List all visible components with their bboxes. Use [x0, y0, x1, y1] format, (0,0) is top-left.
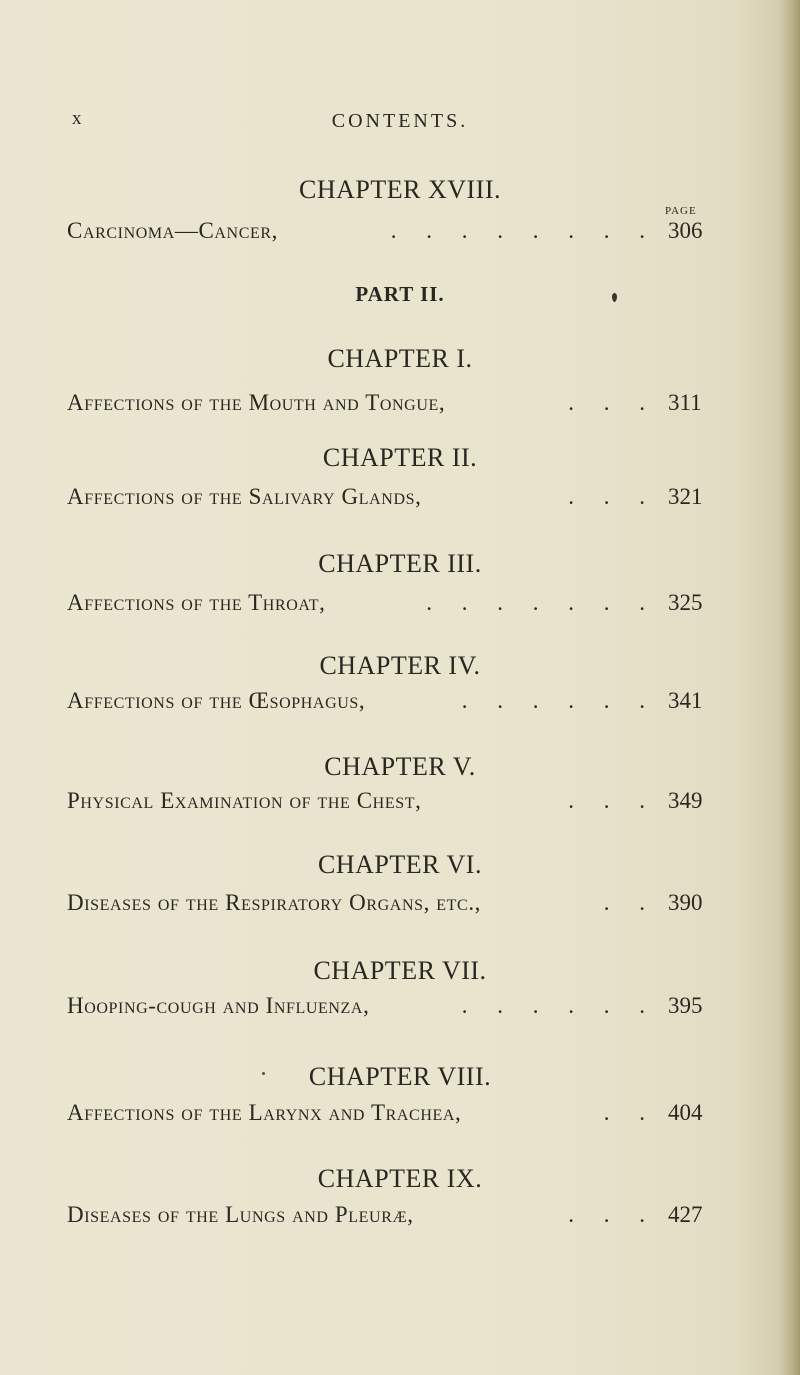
leader-dots: . . .: [568, 484, 657, 509]
leader-dots: . .: [603, 1100, 657, 1125]
running-head: [0, 108, 800, 138]
chapter-heading: CHAPTER I.: [327, 344, 473, 373]
toc-entry[interactable]: [67, 484, 712, 518]
chapter-heading: CHAPTER III.: [318, 549, 482, 578]
toc-entry[interactable]: [67, 218, 712, 252]
chapter-heading: CHAPTER IV.: [319, 651, 481, 680]
entry-page-number: 395: [668, 993, 703, 1018]
running-title: CONTENTS.: [331, 110, 469, 132]
toc-entry[interactable]: [67, 993, 712, 1027]
leader-dots: . . .: [568, 390, 657, 415]
chapter-heading: CHAPTER IX.: [317, 1164, 483, 1193]
chapter-heading: CHAPTER II.: [322, 443, 478, 472]
entry-page-number: 325: [668, 590, 703, 615]
toc-entry[interactable]: [67, 890, 712, 924]
entry-title: Affections of the Œsophagus,: [67, 688, 366, 713]
entry-page-number: 427: [668, 1202, 703, 1227]
leader-dots: . . . . . .: [461, 688, 657, 713]
entry-page-number: 349: [668, 788, 703, 813]
leader-dots: . . .: [568, 788, 657, 813]
toc-entry[interactable]: [67, 390, 712, 424]
toc-entry[interactable]: [67, 788, 712, 822]
chapter-heading: CHAPTER VII.: [313, 956, 487, 985]
entry-page-number: 390: [668, 890, 703, 915]
entry-page-number: 321: [668, 484, 703, 509]
entry-page-number: 341: [668, 688, 703, 713]
entry-title: Hooping-cough and Influenza,: [67, 993, 370, 1018]
chapter-heading: CHAPTER V.: [324, 752, 476, 781]
entry-title: Affections of the Mouth and Tongue,: [67, 390, 446, 415]
part-heading: PART II.: [355, 282, 445, 306]
entry-page-number: 404: [668, 1100, 703, 1125]
chapter-heading: CHAPTER XVIII.: [299, 175, 501, 204]
toc-entry[interactable]: [67, 1202, 712, 1236]
leader-dots: . . . . . . . .: [390, 218, 657, 243]
chapter-heading: CHAPTER VIII.: [308, 1062, 492, 1091]
entry-title: Affections of the Salivary Glands,: [67, 484, 422, 509]
entry-title: Affections of the Throat,: [67, 590, 326, 615]
leader-dots: . . .: [568, 1202, 657, 1227]
leader-dots: . .: [603, 890, 657, 915]
leader-dots: . . . . . .: [461, 993, 657, 1018]
toc-entry[interactable]: [67, 688, 712, 722]
leader-dots: . . . . . . .: [426, 590, 657, 615]
entry-title: Physical Examination of the Chest,: [67, 788, 422, 813]
toc-entry[interactable]: [67, 1100, 712, 1134]
entry-title: Diseases of the Respiratory Organs, etc.,: [67, 890, 482, 915]
entry-title: Diseases of the Lungs and Pleuræ,: [67, 1202, 414, 1227]
paper-speck: [262, 1072, 265, 1075]
entry-title: Carcinoma—Cancer,: [67, 218, 278, 243]
page-folio: x: [72, 108, 83, 129]
toc-entry[interactable]: [67, 590, 712, 624]
entry-title: Affections of the Larynx and Trachea,: [67, 1100, 462, 1125]
page-column-label: PAGE: [665, 205, 697, 217]
entry-page-number: 311: [668, 390, 702, 415]
chapter-heading: CHAPTER VI.: [318, 850, 482, 879]
entry-page-number: 306: [668, 218, 703, 243]
